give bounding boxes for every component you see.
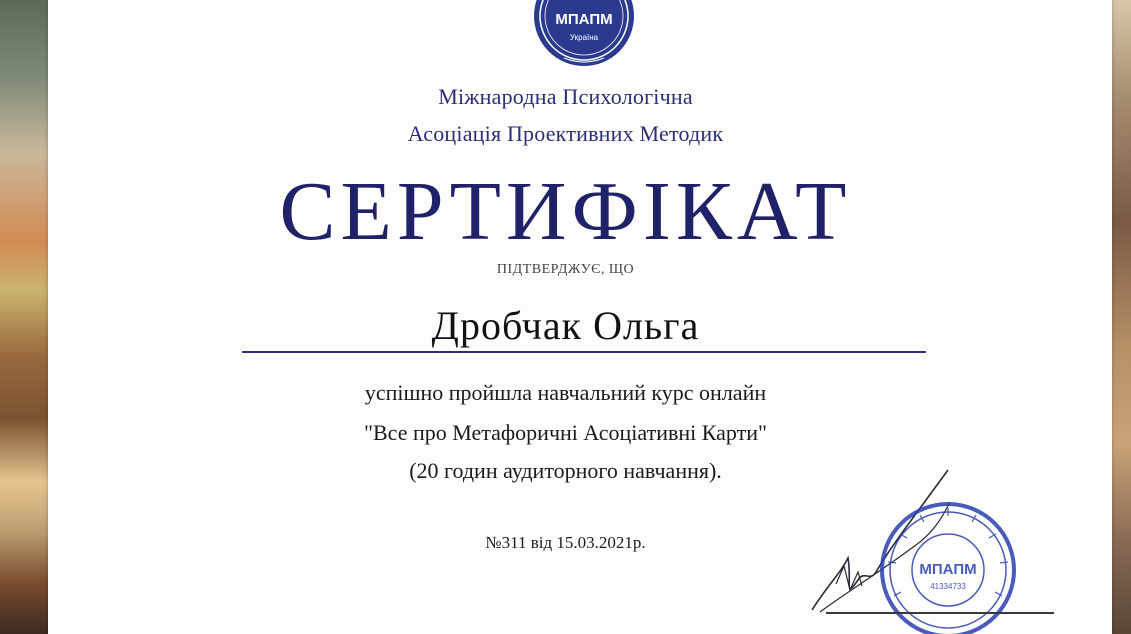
course-hours: (20 годин аудиторного навчання).	[409, 458, 722, 483]
recipient-name: Дробчак Ольга	[431, 303, 700, 348]
signature-line	[826, 612, 1054, 614]
stamp-code: 41334733	[930, 582, 966, 591]
organization-name-line2: Асоціація Проективних Методик	[407, 121, 724, 146]
course-statement: успішно пройшла навчальний курс онлайн	[364, 380, 767, 405]
name-underline	[242, 351, 926, 353]
stamp-text: МПАПМ	[919, 561, 977, 578]
confirms-text: ПІДТВЕРДЖУЄ, ЩО	[496, 262, 635, 277]
organization-logo	[534, 0, 634, 72]
logo-subtext: Україна	[569, 33, 599, 42]
course-title: "Все про Метафоричні Асоціативні Карти"	[364, 420, 767, 445]
logo-text: МПАПМ	[555, 11, 613, 28]
certificate-number-date: №311 від 15.03.2021р.	[485, 533, 646, 552]
organization-name-line1: Міжнародна Психологічна	[438, 84, 693, 109]
certificate-title: СЕРТИФІКАТ	[279, 165, 852, 258]
